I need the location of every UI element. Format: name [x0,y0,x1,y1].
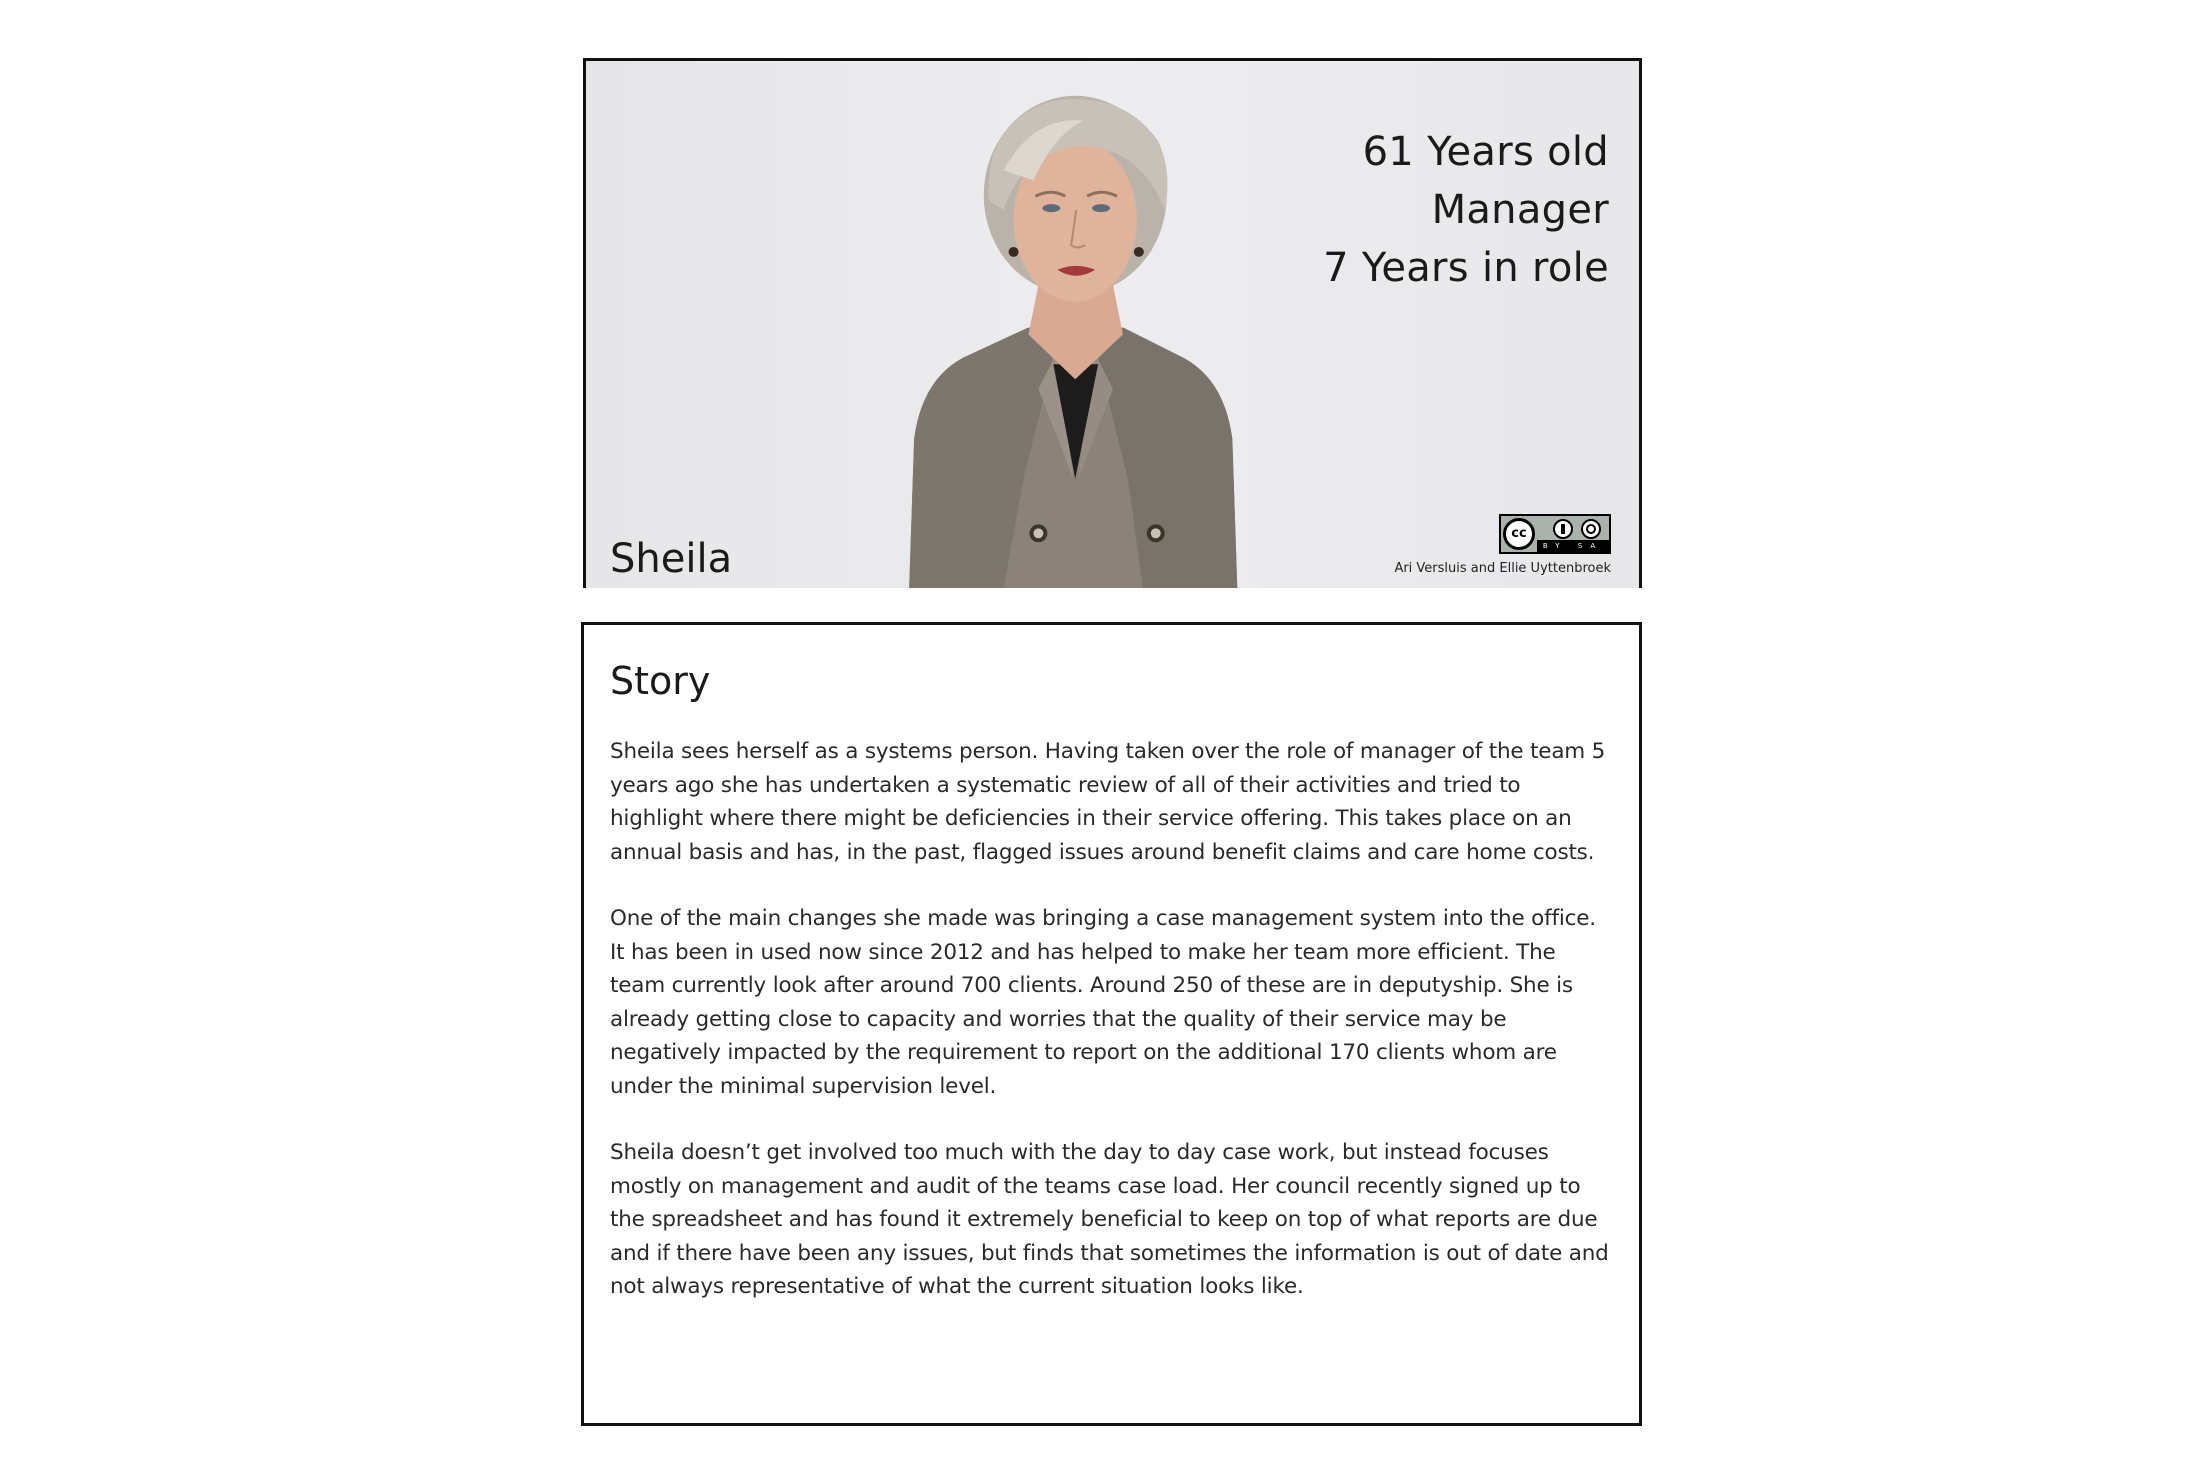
persona-name: Sheila [610,536,733,582]
story-card [581,622,1642,1426]
cc-badge-strip: BY SA [1537,540,1609,552]
by-icon [1553,519,1573,539]
persona-details [1323,123,1609,297]
persona-role: Manager [1431,187,1609,233]
license-block [1394,514,1611,576]
share-alike-icon [1581,519,1601,539]
story-paragraph: Sheila doesn’t get involved too much with the day to day case work, but instead focuses mostly on management and audit of the teams case load. Her council recently signed up to the spreadsheet and has found it extremely beneficial to keep on top of what reports are due and if there have been any issues, but finds that sometimes the information is out of date and not always representative of what the current situation looks like. [610,1140,1609,1299]
cc-license-icon [1499,514,1611,554]
story-title: Story [610,659,711,703]
photo-credit: Ari Versluis and Ellie Uyttenbroek [1394,561,1611,576]
story-paragraph: One of the main changes she made was bringing a case management system into the office. It has been in used now since 2012 and has helped to make her team more efficient. The team currently look after around 700 clients. Around 250 of these are in deputyship. She is already getting close to capacity and worries that the quality of their service may be negatively impacted by the requirement to report on the additional 170 clients whom are under the minimal supervision level. [610,906,1596,1099]
story-paragraph: Sheila sees herself as a systems person. Having taken over the role of manager of the team 5 years ago she has undertaken a systematic review of all of their activities and tried to highlight where there might be deficiencies in their service offering. This takes place on an annual basis and has, in the past, flagged issues around benefit claims and care home costs. [610,739,1606,865]
persona-age: 61 Years old [1362,129,1609,175]
cc-badge-text: cc [1503,518,1535,550]
persona-tenure: 7 Years in role [1323,245,1609,291]
persona-card [583,58,1642,588]
